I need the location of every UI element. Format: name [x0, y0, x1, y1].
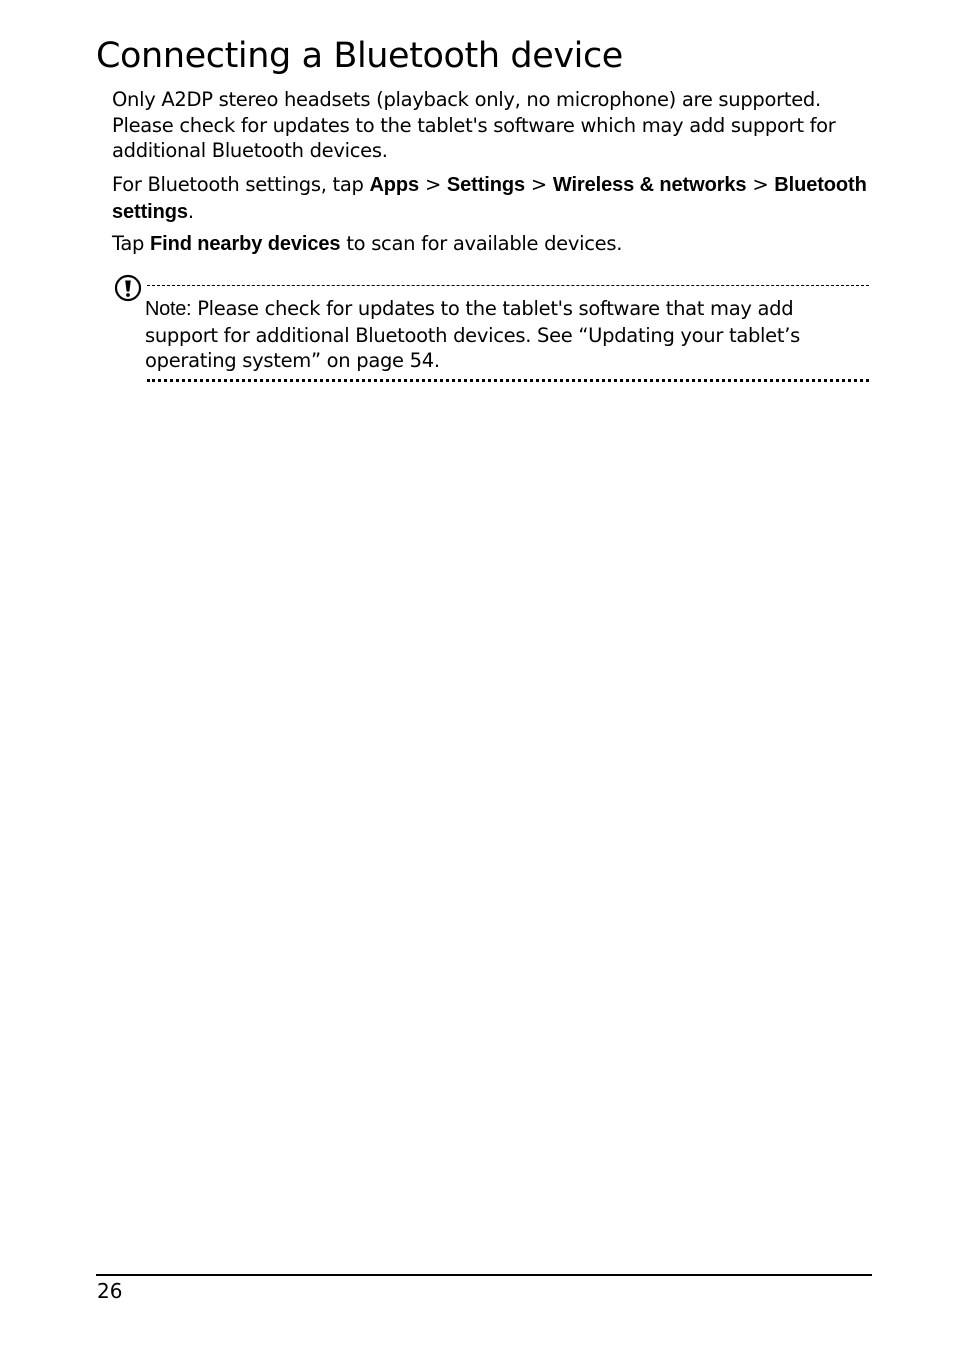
- settings-path-line-2: [112, 199, 872, 226]
- path-separator: >: [419, 173, 447, 196]
- settings-path-prefix: For Bluetooth settings, tap: [112, 173, 370, 196]
- scan-prefix: Tap: [112, 232, 151, 255]
- settings-term: Settings: [446, 174, 526, 196]
- page-number: 26: [97, 1279, 123, 1303]
- note-line-1: [145, 296, 865, 323]
- wireless-networks-term: Wireless & networks: [552, 174, 747, 196]
- settings-path-paragraph: [112, 172, 872, 225]
- scan-suffix: to scan for available devices.: [340, 232, 623, 255]
- note-text-1: Please check for updates to the tablet's software that may add: [191, 297, 794, 320]
- page-title: Connecting a Bluetooth device: [96, 36, 623, 76]
- settings-path-period: .: [187, 199, 194, 223]
- note-label: Note:: [145, 298, 192, 320]
- note-line-3: operating system” on page 54.: [145, 349, 440, 372]
- find-nearby-devices-term: Find nearby devices: [150, 233, 341, 255]
- exclamation-circle-icon: [114, 273, 144, 303]
- intro-line-3: additional Bluetooth devices.: [112, 139, 388, 162]
- apps-term: Apps: [369, 174, 420, 196]
- note-box: [145, 296, 865, 374]
- note-top-rule: [147, 285, 869, 286]
- intro-line-2: Please check for updates to the tablet's software which may add support for: [112, 113, 836, 137]
- scan-paragraph: [112, 231, 872, 258]
- settings-path-line-1: [112, 172, 872, 199]
- bluetooth-term: Bluetooth: [774, 174, 867, 196]
- path-separator: >: [746, 173, 775, 196]
- intro-line-1: Only A2DP stereo headsets (playback only, no microphone) are supported.: [112, 88, 821, 111]
- scan-line: [112, 231, 872, 258]
- path-separator: >: [525, 173, 553, 196]
- intro-paragraph: [112, 87, 872, 164]
- bluetooth-settings-term: settings: [112, 200, 188, 223]
- footer-rule: [96, 1274, 872, 1276]
- note-bottom-rule: [147, 379, 869, 382]
- note-line-2: support for additional Bluetooth devices. See “Updating your tablet’s: [145, 323, 800, 347]
